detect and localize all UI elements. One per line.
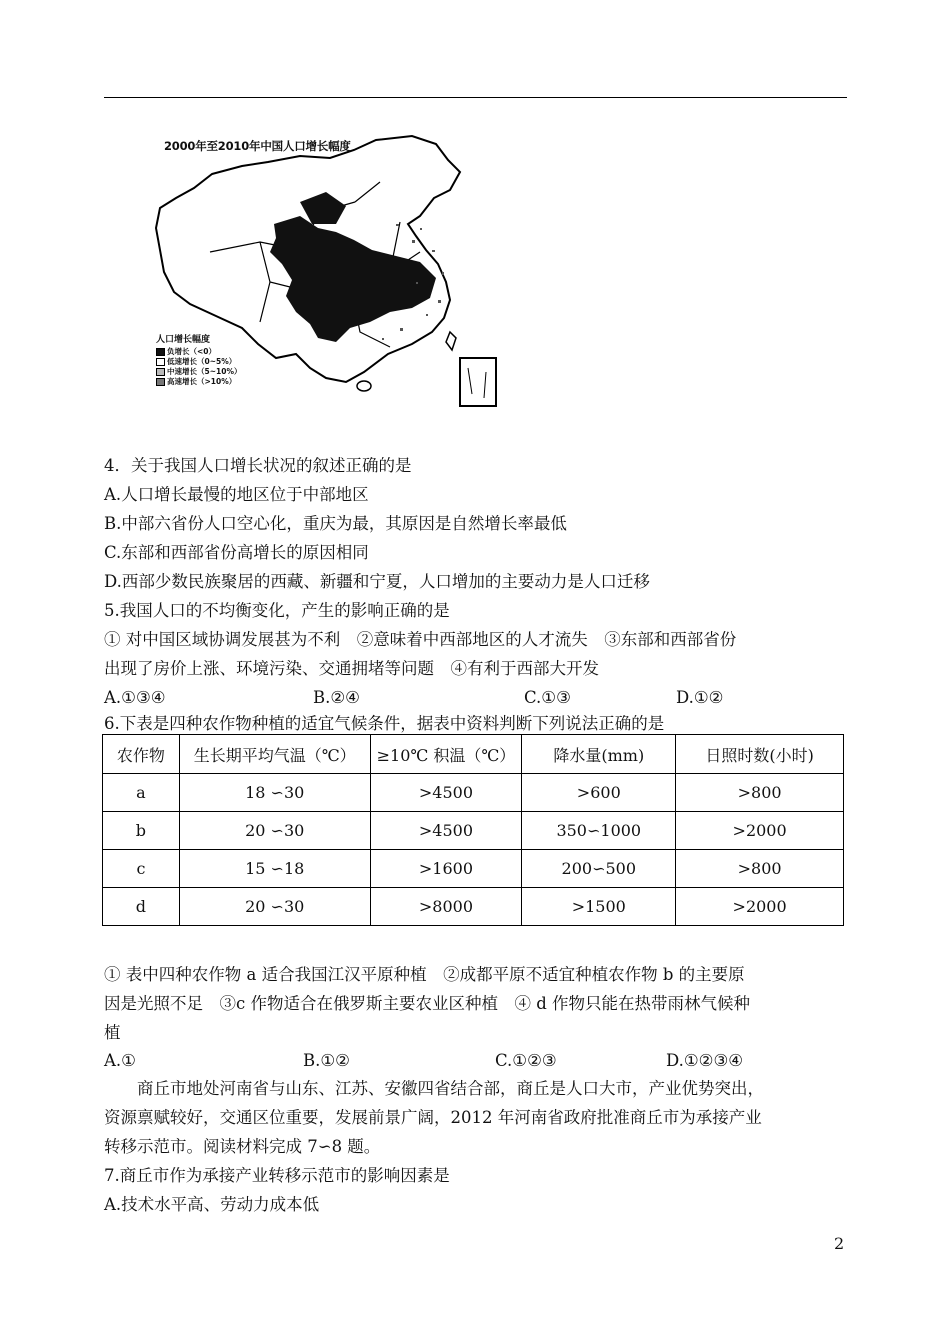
- table-row: [103, 850, 844, 888]
- passage-line: 商丘市地处河南省与山东、江苏、安徽四省结合部，商丘是人口大市，产业优势突出，: [104, 1079, 764, 1098]
- legend-item: [156, 357, 241, 367]
- q4-option-a: A.人口增长最慢的地区位于中部地区: [104, 485, 369, 504]
- q5-statement-line: 出现了房价上涨、环境污染、交通拥堵等问题 ④有利于西部大开发: [104, 659, 599, 678]
- q4-stem: 4．关于我国人口增长状况的叙述正确的是: [104, 456, 412, 475]
- table-cell: 15 ∽18: [179, 850, 370, 888]
- page-number: 2: [834, 1234, 845, 1253]
- legend-item: [156, 347, 241, 357]
- q5-option-a: A.①③④: [104, 688, 166, 707]
- passage-line: 转移示范市。阅读材料完成 7∽8 题。: [104, 1137, 381, 1156]
- column-header: 降水量(mm): [522, 735, 676, 774]
- table-cell: >1500: [522, 888, 676, 926]
- legend-item: [156, 377, 241, 387]
- legend-label: 低速增长（0~5%）: [167, 357, 237, 366]
- table-cell: >800: [676, 850, 844, 888]
- table-cell: >8000: [370, 888, 522, 926]
- table-row: [103, 774, 844, 812]
- legend-swatch: [156, 358, 165, 366]
- table-cell: a: [103, 774, 180, 812]
- table-cell: >2000: [676, 812, 844, 850]
- q5-option-d: D.①②: [676, 688, 724, 707]
- table-header-row: [103, 735, 844, 774]
- table-cell: 20 ∽30: [179, 888, 370, 926]
- q6-option-a: A.①: [104, 1051, 136, 1070]
- q5-stem: 5.我国人口的不均衡变化，产生的影响正确的是: [104, 601, 450, 620]
- q6-stem: 6.下表是四种农作物种植的适宜气候条件，据表中资料判断下列说法正确的是: [104, 714, 665, 733]
- q4-option-b: B.中部六省份人口空心化，重庆为最，其原因是自然增长率最低: [104, 514, 567, 533]
- legend-item: [156, 367, 241, 377]
- column-header: 农作物: [103, 735, 180, 774]
- table-cell: >4500: [370, 812, 522, 850]
- table-cell: 20 ∽30: [179, 812, 370, 850]
- q5-statement-line: ① 对中国区域协调发展甚为不利 ②意味着中西部地区的人才流失 ③东部和西部省份: [104, 630, 737, 649]
- table-cell: b: [103, 812, 180, 850]
- q7-option-a: A.技术水平高、劳动力成本低: [104, 1195, 320, 1214]
- q5-options: [104, 687, 844, 709]
- table-cell: 200∽500: [522, 850, 676, 888]
- legend-label: 高速增长（>10%）: [167, 377, 237, 386]
- q5-option-b: B.②④: [313, 688, 360, 707]
- passage-line: 资源禀赋较好，交通区位重要，发展前景广阔，2012 年河南省政府批准商丘市为承接产业: [104, 1108, 762, 1127]
- table-cell: >1600: [370, 850, 522, 888]
- table-cell: >2000: [676, 888, 844, 926]
- legend-title: 人口增长幅度: [156, 335, 211, 345]
- q6-option-d: D.①②③④: [666, 1051, 744, 1070]
- q4-option-c: C.东部和西部省份高增长的原因相同: [104, 543, 369, 562]
- table-cell: d: [103, 888, 180, 926]
- legend-swatch: [156, 348, 165, 356]
- q5-option-c: C.①③: [524, 688, 571, 707]
- legend-label: 中速增长（5~10%）: [167, 367, 242, 376]
- table-cell: >600: [522, 774, 676, 812]
- table-cell: >4500: [370, 774, 522, 812]
- map-title: 2000年至2010年中国人口增长幅度: [164, 139, 351, 153]
- q7-stem: 7.商丘市作为承接产业转移示范市的影响因素是: [104, 1166, 450, 1185]
- column-header: 生长期平均气温（℃）: [179, 735, 370, 774]
- column-header: ≥10℃ 积温（℃）: [370, 735, 522, 774]
- q6-statement-line: 植: [104, 1023, 121, 1042]
- table-cell: 350∽1000: [522, 812, 676, 850]
- q6-statement-line: 因是光照不足 ③c 作物适合在俄罗斯主要农业区种植 ④ d 作物只能在热带雨林气候种: [104, 994, 751, 1013]
- q6-options: [104, 1050, 844, 1072]
- q6-option-b: B.①②: [303, 1051, 350, 1070]
- table-cell: 18 ∽30: [179, 774, 370, 812]
- table-row: [103, 812, 844, 850]
- map-legend: [156, 335, 241, 387]
- q6-option-c: C.①②③: [495, 1051, 557, 1070]
- header-rule: [104, 97, 847, 98]
- china-population-growth-map: [150, 132, 510, 412]
- table-cell: c: [103, 850, 180, 888]
- crop-climate-table: [102, 734, 844, 926]
- q6-statement-line: ① 表中四种农作物 a 适合我国江汉平原种植 ②成都平原不适宜种植农作物 b 的主要原: [104, 965, 745, 984]
- q4-option-d: D.西部少数民族聚居的西藏、新疆和宁夏，人口增加的主要动力是人口迁移: [104, 572, 650, 591]
- column-header: 日照时数(小时): [676, 735, 844, 774]
- legend-label: 负增长（<0）: [167, 347, 217, 356]
- legend-swatch: [156, 368, 165, 376]
- table-row: [103, 888, 844, 926]
- legend-swatch: [156, 378, 165, 386]
- table-cell: >800: [676, 774, 844, 812]
